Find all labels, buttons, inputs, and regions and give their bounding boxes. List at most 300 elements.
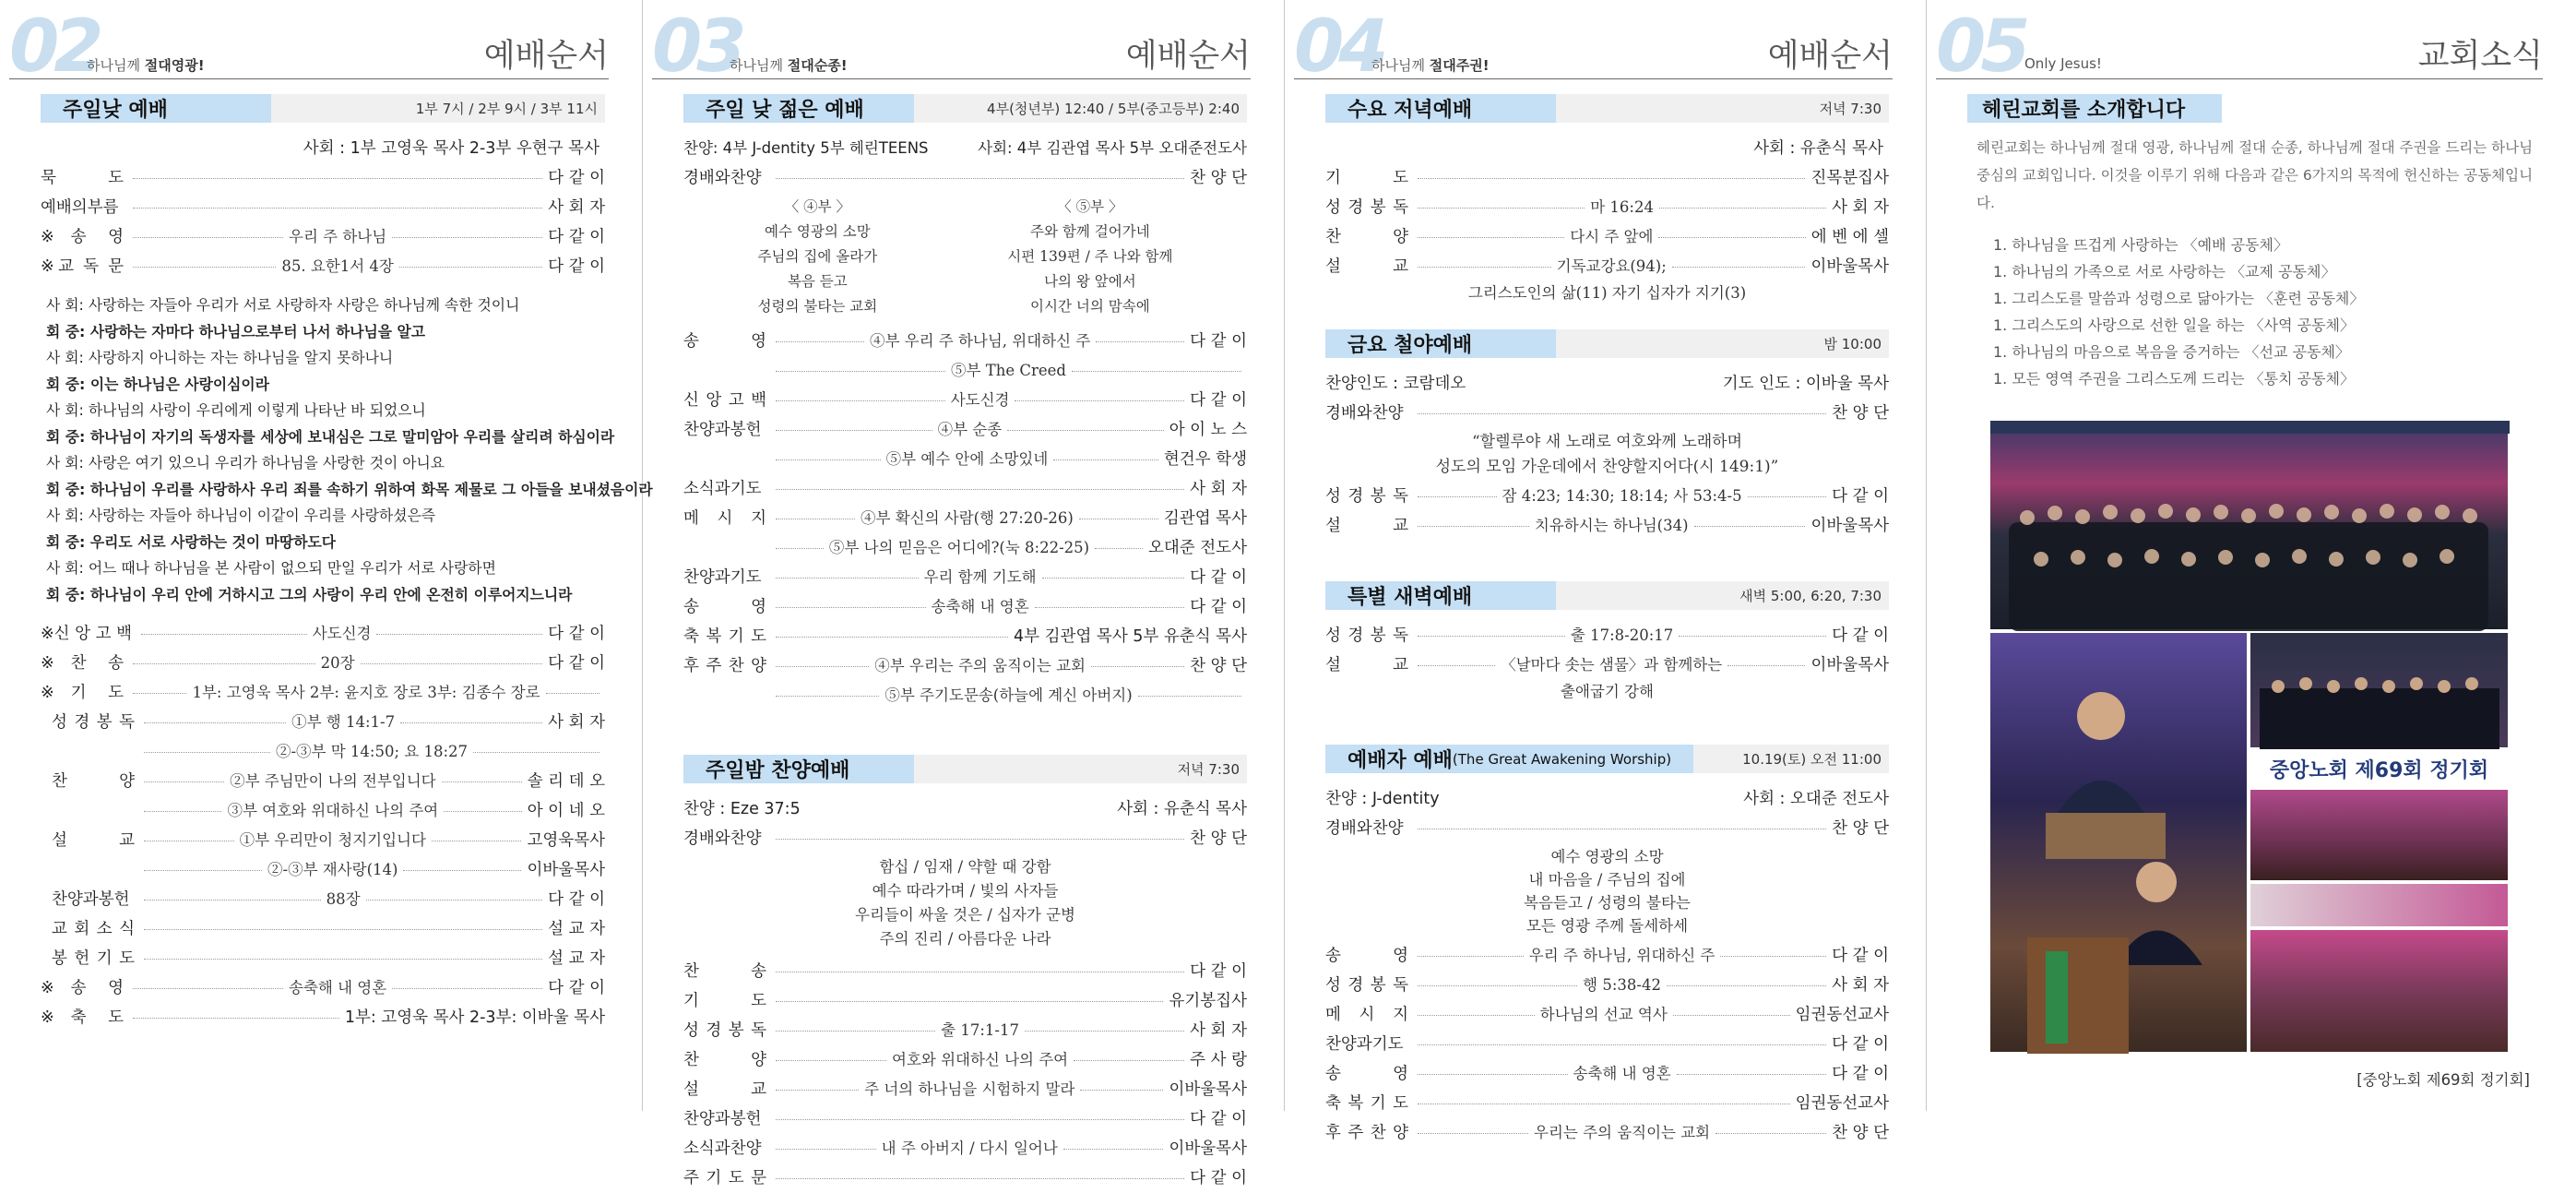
order-person: 다 같 이 [548,228,605,246]
text-line: 복음듣고 / 성령의 불타는 [1524,894,1691,912]
order-label: 메 시 지 [683,509,766,528]
order-person: 다 같 이 [1832,1035,1889,1054]
group-photo-figures [1990,421,2510,631]
text-line: 성령의 불타는 교회 [757,298,878,315]
page-title: 예배순서 [483,38,609,75]
leader-dots [1418,1074,1568,1075]
leader-dots [133,178,542,179]
leader-dots [1418,1133,1528,1134]
order-detail: 하나님의 선교 역사 [1539,1006,1668,1023]
order-row [683,986,1247,1016]
order-row [1325,511,1889,541]
order-label: 성 경 봉 독 [52,713,135,732]
order-label: ※축 도 [41,1008,124,1027]
page-header [1936,6,2543,89]
order-person: 다 같 이 [548,169,605,187]
order-label: 후 주 찬 양 [683,657,766,675]
order-detail: 1부: 고영욱 목사 2부: 윤지호 장로 3부: 김종수 장로 [192,684,540,701]
order-label: 성 경 봉 독 [1325,487,1408,506]
order-list [1325,621,1889,680]
leader-dots [1677,1074,1827,1075]
order-row [41,619,605,649]
order-row [683,592,1247,622]
ceremony-photo [2250,883,2509,927]
leader-dots [1673,1015,1790,1016]
order-person: 다 같 이 [1190,391,1248,410]
order-person: 주 사 랑 [1190,1051,1248,1069]
reading-line: 사 회: 어느 때나 하나님을 본 사람이 없으되 만일 우리가 서로 사랑하면 [46,559,496,577]
order-row [683,415,1247,445]
leader-dots [1720,956,1826,957]
order-label: 기 도 [683,992,766,1010]
leader-dots [776,1178,1184,1179]
order-label: 축 복 기 도 [1325,1094,1408,1113]
text-line: 1. 하나님의 마음으로 복음을 증거하는 〈선교 공동체〉 [1993,343,2350,361]
order-row [1325,941,1889,971]
order-person: 사 회 자 [548,198,605,217]
order-detail: ②-③부 막 14:50; 요 18:27 [275,743,469,760]
order-detail: ③부 여호와 위대하신 나의 주여 [227,802,439,819]
text-line: 시편 139편 / 주 나와 함께 [1007,248,1173,265]
leader-dots [144,870,262,871]
text-line: 주의 진리 / 아름다운 나라 [879,930,1051,948]
group-photo [1989,420,2509,630]
leader-dots [546,693,599,694]
order-person: 고영욱목사 [527,831,606,850]
hall-photo [2250,929,2509,1053]
order-label: 송 영 [1325,947,1408,965]
leader-dots [366,900,543,901]
page-header [1294,6,1893,89]
order-label: 찬양과봉헌 [683,421,762,439]
order-label: ※찬 송 [41,654,124,673]
order-person: 진목분집사 [1810,169,1889,187]
leader-dots [1418,665,1495,666]
order-detail: ②-③부 재사랑(14) [267,861,398,878]
order-person: 다 같 이 [1190,568,1248,587]
page-04 [1285,0,1927,1142]
service-name: 수요 저녁예배 [1325,94,1556,123]
text-line: 성도의 모임 가운데에서 찬양할지어다(시 149:1)” [1435,458,1779,476]
order-person: 유기봉집사 [1169,992,1247,1010]
leader-dots [1659,208,1826,209]
leader-dots [1727,665,1805,666]
leader-dots [144,929,542,930]
order-row [683,445,1247,474]
leader-dots [776,1060,886,1061]
order-label: 찬 양 [52,772,135,791]
order-label: 교 회 소 식 [52,920,135,938]
songs-5bu [1007,195,1172,319]
order-row [41,163,605,193]
text-line: 우리들이 싸울 것은 / 십자가 군병 [855,906,1075,924]
order-person: 임권동선교사 [1795,1006,1890,1024]
order-person: 4부 김관엽 목사 5부 유춘식 목사 [1014,627,1247,646]
order-person: 솔 리 데 오 [527,772,606,791]
section-header-friday [1325,329,1889,358]
leader-dots [400,722,542,723]
order-row [683,504,1247,533]
order-row [683,1075,1247,1104]
leader-dots [144,959,542,960]
order-list [683,327,1247,710]
order-detail: 다시 주 앞에 [1570,228,1654,245]
order-label: ※송 영 [41,979,124,997]
order-detail: 잠 4:23; 14:30; 18:14; 사 53:4-5 [1502,487,1742,505]
leader-dots [1015,400,1184,401]
leader-dots [1418,526,1529,527]
leader-dots [1418,496,1497,497]
order-row [41,678,605,708]
board-photo [2250,632,2509,748]
leader-dots [1138,696,1241,697]
order-row [41,1003,605,1032]
leader-dots [1418,636,1565,637]
text-line: 함십 / 임재 / 약할 때 강함 [879,858,1051,876]
goals-list [1993,232,2539,392]
leader-dots [473,752,599,753]
order-row [41,944,605,973]
order-detail: ①부 행 14:1-7 [291,713,396,731]
reading-line: 사 회: 사랑은 여기 있으니 우리가 하나님을 사랑한 것이 아니요 [46,454,445,471]
order-detail: 여호와 위대하신 나의 주여 [892,1051,1069,1068]
text-line: 중심의 교회입니다. 이것을 이루기 위해 다음과 같은 6가지의 목적에 헌신하는 공동체입니다. [1977,167,2534,211]
order-row [41,855,605,885]
leader-dots [776,1090,859,1091]
order-row [683,1134,1247,1163]
order-list [1325,163,1889,281]
order-row [1325,1059,1889,1089]
order-person: 사 회 자 [1190,1021,1247,1040]
songs-4bu [758,195,878,319]
section-header-worshipper [1325,745,1889,773]
order-label: 주 기 도 문 [683,1169,766,1187]
section-header-youth [683,94,1247,123]
order-label: 소식과기도 [683,480,762,498]
order-person: 아 이 네 오 [527,802,605,820]
order-row [41,252,605,281]
responsive-reading [46,292,653,608]
leader-dots [776,1001,1163,1002]
order-person: 사 회 자 [548,713,605,732]
speaker-figures [1990,633,2249,1054]
order-row [41,914,605,944]
song-columns [683,195,1247,319]
leader-dots [1418,985,1577,986]
order-person: 사 회 자 [1832,976,1889,995]
page-tagline: Only Jesus! [2024,55,2102,72]
order-detail: 기독교강요(94); [1556,257,1667,275]
order-row [1325,971,1889,1000]
order-detail: 우리는 주의 움직이는 교회 [1534,1124,1711,1141]
order-person: 찬 양 단 [1832,1124,1890,1142]
presider: 사회 : 유춘식 목사 [1753,139,1883,158]
order-detail: 사도신경 [950,391,1010,409]
page-header [9,6,609,89]
order-row [683,356,1247,386]
order-label: 송 영 [1325,1065,1408,1083]
page-number: 04 [1294,6,1383,89]
order-label: 신 앙 고 백 [683,391,766,410]
order-detail: ④부 우리는 주의 움직이는 교회 [874,657,1086,674]
order-label: 설 교 [52,831,135,850]
service-time: 1부 7시 / 2부 9시 / 3부 11시 [415,101,598,117]
leader-dots [144,900,321,901]
text-line: 나의 왕 앞에서 [1044,273,1136,290]
order-label: 성 경 봉 독 [1325,976,1408,995]
order-row [683,1163,1247,1193]
text-line: 복음 듣고 [787,273,848,290]
order-person: 설 교 자 [548,949,605,968]
service-time: 10.19(토) 오전 11:00 [1742,751,1882,768]
leader-dots [144,781,224,782]
order-person: 다 같 이 [1190,332,1247,351]
order-person: 이바울목사 [1810,517,1890,535]
order-row [683,1104,1247,1134]
leader-dots [133,693,186,694]
order-label: ※송 영 [41,228,124,246]
service-time: 밤 10:00 [1823,336,1882,352]
assembly-photo [2250,789,2509,881]
reading-line: 사 회: 사랑하지 아니하는 자는 하나님을 알지 못하나니 [46,349,394,366]
sermon-title: 그리스도인의 삶(11) 자기 십자가 지기(3) [1467,284,1747,302]
page-tagline: 하나님께 절대주권! [1371,57,1490,74]
order-detail: ①부 우리만이 청지기입니다 [239,831,426,849]
leader-dots [403,870,521,871]
order-person: 다 같 이 [1832,947,1889,965]
order-detail: 우리 주 하나님 [289,228,387,245]
order-label: ※기 도 [41,684,124,702]
order-person: 에 벤 에 셀 [1810,228,1889,246]
service-time: 저녁 7:30 [1177,761,1240,778]
leader-dots [442,781,522,782]
order-label: ※신 앙 고 백 [41,625,132,643]
reading-line: 사 회: 하나님의 사랑이 우리에게 이렇게 나타난 바 되었으니 [46,401,426,419]
reading-line: 사 회: 사랑하는 자들아 우리가 서로 사랑하자 사랑은 하나님께 속한 것이니 [46,296,520,314]
order-person: 다 같 이 [548,257,606,276]
leader-dots [133,1018,339,1019]
leader-dots [144,752,270,753]
leader-dots [776,430,932,431]
order-person: 아 이 노 스 [1169,421,1247,439]
reading-line: 회 중: 우리도 서로 사랑하는 것이 마땅하도다 [46,532,336,551]
leader-dots [1074,1060,1184,1061]
text-line: 1. 하나님의 가족으로 서로 사랑하는 〈교제 공동체〉 [1993,263,2336,280]
section-header-dawn [1325,581,1889,610]
service-name: 특별 새벽예배 [1325,581,1556,610]
service-time: 저녁 7:30 [1819,101,1882,117]
photo-collage [1989,420,2509,1053]
order-label: 설 교 [1325,656,1408,674]
leader-dots [1053,459,1158,460]
order-detail: 〈날마다 솟는 샘물〉과 함께하는 [1501,656,1723,674]
page-02 [0,0,653,1111]
sermon-series: 출애굽기 강해 [1561,683,1654,700]
order-person: 다 같 이 [1190,598,1247,616]
leader-dots [399,267,542,268]
text-line: 주와 함께 걸어가네 [1030,223,1150,240]
praise-info: 찬양: 4부 J-dentity 5부 헤린TEENS 사회: 4부 김관엽 목사 5부 오대준전도사 [683,139,1247,157]
order-detail: 출 17:8-20:17 [1570,626,1674,644]
order-person: 다 같 이 [1832,626,1889,645]
order-person: 다 같 이 [548,890,605,909]
order-label: 송 영 [683,332,766,351]
order-row [1325,252,1889,281]
order-person: 이바울목사 [527,861,606,879]
reading-line: 회 중: 하나님이 우리 안에 거하시고 그의 사랑이 우리 안에 온전히 이루어지느니라 [46,585,573,603]
leader-dots [1672,267,1806,268]
order-detail: 송축해 내 영혼 [931,598,1029,615]
order-person: 1부: 고영욱 목사 2-3부: 이바울 목사 [344,1008,605,1027]
praise-info: 찬양 : Eze 37:5 사회 : 유춘식 목사 [683,800,1247,818]
order-detail: 85. 요한1서 4장 [281,257,394,275]
order-detail: ④부 확신의 사람(행 27:20-26) [861,509,1074,527]
presider: 사회 : 1부 고영욱 목사 2-3부 우현구 목사 [303,139,599,158]
order-row [683,651,1247,681]
text-line: “할렐루야 새 노래로 여호와께 노래하며 [1471,433,1743,451]
leader-dots [776,459,881,460]
order-label: ※교 독 문 [41,257,124,276]
order-detail: ②부 주님만이 나의 전부입니다 [230,772,436,790]
order-label: 예배의부름 [41,198,119,217]
order-label: 봉 헌 기 도 [52,949,135,968]
praise-info: 찬양 : J-dentity 사회 : 오대준 전도사 [1325,790,1889,808]
order-person: 다 같 이 [1832,1065,1889,1083]
order-label: 설 교 [1325,257,1408,276]
text-line: 예수 따라가며 / 빛의 사자들 [872,882,1059,900]
order-detail: 송축해 내 영혼 [289,979,387,996]
page-03 [643,0,1285,1187]
order-detail: 행 5:38-42 [1583,976,1661,994]
order-detail: ④부 순종 [937,421,1003,438]
page-number: 02 [9,6,99,89]
page-number: 03 [652,6,742,89]
order-row [41,708,605,737]
order-person: 다 같 이 [548,625,605,643]
order-person: 임권동선교사 [1795,1094,1889,1113]
leader-dots [133,663,315,664]
order-row [683,1045,1247,1075]
service-name: 주일 낮 젊은 예배 [683,94,914,123]
leader-dots [1658,237,1805,238]
order-list [1325,941,1889,1148]
order-row [683,386,1247,415]
section-header-sunday-night [683,755,1247,783]
leader-dots [1694,526,1806,527]
order-detail: ④부 우리 주 하나님, 위대하신 주 [869,332,1091,350]
order-label: 소식과찬양 [683,1139,762,1158]
order-label: 설 교 [683,1080,766,1099]
reading-line: 사 회: 사랑하는 자들아 하나님이 이같이 우리를 사랑하셨은즉 [46,507,435,524]
order-row [41,767,605,796]
leader-dots [776,548,824,549]
reading-line: 회 중: 사랑하는 자마다 하나님으로부터 나서 하나님을 알고 [46,322,426,340]
order-detail: ⑤부 나의 믿음은 어디에?(눅 8:22-25) [828,539,1090,556]
text-line: 〈 ⑤부 〉 [1057,198,1123,215]
text-line: 1. 모든 영역 주권을 그리스도께 드리는 〈통치 공동체〉 [1993,370,2355,388]
order-row [1325,1000,1889,1030]
reading-line: 회 중: 하나님이 자기의 독생자를 세상에 보내심은 그로 말미암아 우리를 살리려 하심이라 [46,427,615,446]
leader-dots [141,634,307,635]
leader-dots [1035,607,1185,608]
order-list [683,957,1247,1193]
event-banner: 중앙노회 제69회 정기회 [2250,750,2509,787]
song-list [683,855,1247,951]
order-row [683,622,1247,651]
order-row: 경배와찬양 찬 양 단 [683,829,1247,848]
order-detail: ⑤부 The Creed [951,362,1066,379]
order-label: 찬 양 [683,1051,766,1069]
page-number: 05 [1936,6,2025,89]
order-row [1325,621,1889,650]
order-row [1325,650,1889,680]
leader-dots [776,1149,876,1150]
order-person: 현건우 학생 [1163,450,1247,469]
leader-dots [133,267,276,268]
speaker-photo [1989,632,2248,1053]
order-row [41,973,605,1003]
text-line: 이시간 너의 맘속에 [1030,298,1150,315]
leader-dots [1418,178,1805,179]
text-line: 예수 영광의 소망 [1550,848,1664,865]
order-person: 사 회 자 [1190,480,1247,498]
order-row: 경배와찬양 찬 양 단 [683,169,1247,187]
order-person: 설 교 자 [548,920,605,938]
order-row [1325,482,1889,511]
order-row [683,957,1247,986]
order-row [41,222,605,252]
page-header [652,6,1251,89]
page-title: 교회소식 [2417,38,2543,75]
order-detail: ⑤부 주기도문송(하늘에 계신 아버지) [884,686,1133,704]
leader-dots [776,371,945,372]
order-row [683,563,1247,592]
leader-dots [144,722,286,723]
service-name: 예배자 예배 (The Great Awakening Worship) [1325,745,1693,773]
order-detail: 88장 [326,890,361,908]
service-name: 주일밤 찬양예배 [683,755,914,783]
order-detail: 우리 함께 기도해 [923,568,1037,586]
leader-dots [1679,636,1826,637]
order-person: 오대준 전도사 [1148,539,1247,557]
order-row [41,737,605,767]
order-row [683,533,1247,563]
order-list [41,163,605,281]
order-label: 성 경 봉 독 [1325,198,1408,217]
order-detail: ⑤부 예수 안에 소망있네 [885,450,1049,468]
leader-dots [1080,1090,1163,1091]
leader-dots [444,811,521,812]
order-row [1325,193,1889,222]
order-person: 다 같 이 [548,979,605,997]
order-detail: 출 17:1-17 [941,1021,1019,1039]
leader-dots [1418,1015,1535,1016]
leader-dots [776,400,945,401]
leader-dots [776,1119,1184,1120]
order-detail: 송축해 내 영혼 [1573,1065,1671,1082]
order-person: 찬 양 단 [1190,657,1247,675]
board-figures [2250,633,2510,749]
order-row [41,885,605,914]
order-label: 찬양과봉헌 [52,890,130,909]
leader-dots [1007,430,1164,431]
verse [1325,430,1889,480]
order-detail: 마 16:24 [1590,198,1654,216]
order-list [1325,482,1889,541]
leader-dots [392,237,542,238]
song-list [1325,845,1889,937]
order-label: 묵 도 [41,169,124,187]
